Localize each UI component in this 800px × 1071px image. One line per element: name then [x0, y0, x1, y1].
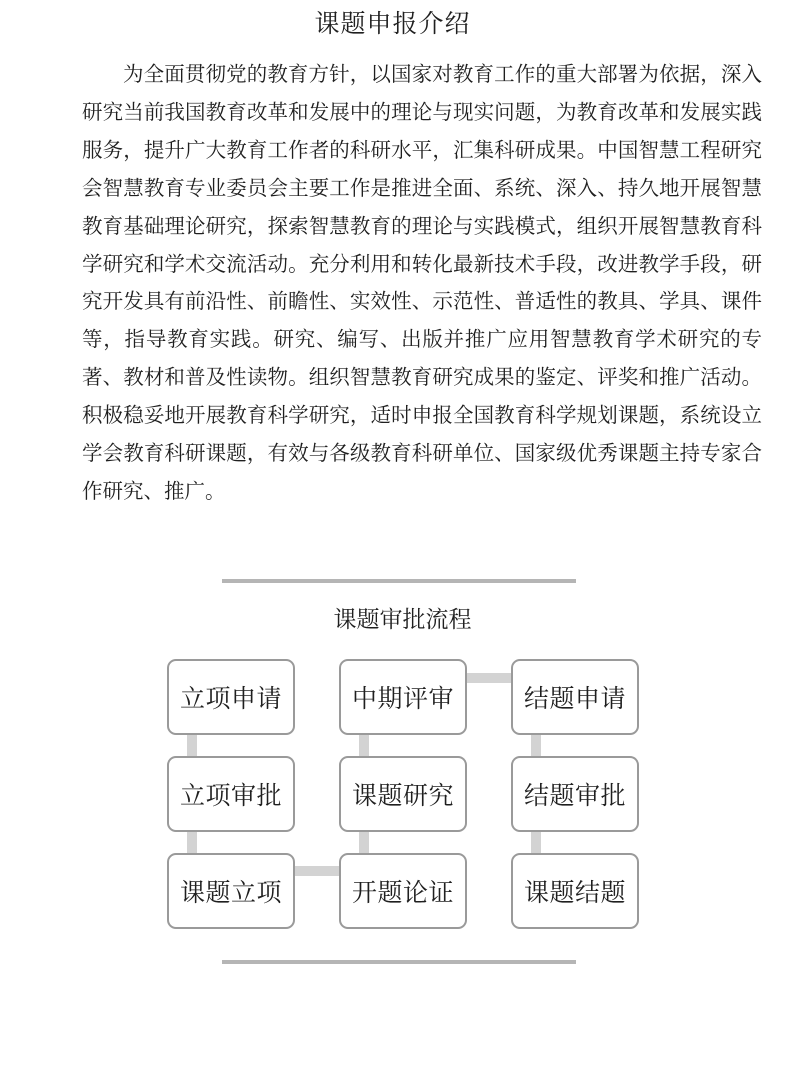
step-research: 课题研究 [339, 756, 467, 832]
intro-paragraph: 为全面贯彻党的教育方针，以国家对教育工作的重大部署为依据，深入研究当前我国教育改革和发展中的理论与现实问题，为教育改革和发展实践服务，提升广大教育工作者的科研水平，汇集科研成果。中国智慧工程研究会智慧教育专业委员会主要工作是推进全面、系统、深入、持久地开展智慧教育基础理论研究，探索智慧教育的理论与实践模式，组织开展智慧教育科学研究和学术交流活动。充分利用和转化最新技术手段，改进教学手段，研究开发具有前沿性、前瞻性、实效性、示范性、普适性的教具、学具、课件等，指导教育实践。研究、编写、出版并推广应用智慧教育学术研究的专著、教材和普及性读物。组织智慧教育研究成果的鉴定、评奖和推广活动。积极稳妥地开展教育科学研究，适时申报全国教育科学规划课题，系统设立学会教育科研课题，有效与各级教育科研单位、国家级优秀课题主持专家合作研究、推广。 [82, 62, 762, 503]
step-closing: 课题结题 [511, 853, 639, 929]
connector-establishment-to-defense [294, 866, 340, 876]
step-closing-application: 结题申请 [511, 659, 639, 735]
connector-midterm-to-closing-application [466, 673, 512, 683]
step-project-approval: 立项审批 [167, 756, 295, 832]
step-project-application: 立项申请 [167, 659, 295, 735]
page-title: 课题申报介绍 [314, 9, 471, 38]
flow-title: 课题审批流程 [333, 607, 472, 633]
step-closing-approval: 结题审批 [511, 756, 639, 832]
step-project-establishment: 课题立项 [167, 853, 295, 929]
step-proposal-defense: 开题论证 [339, 853, 467, 929]
divider-top [222, 579, 576, 583]
divider-bottom [222, 960, 576, 964]
step-midterm-review: 中期评审 [339, 659, 467, 735]
